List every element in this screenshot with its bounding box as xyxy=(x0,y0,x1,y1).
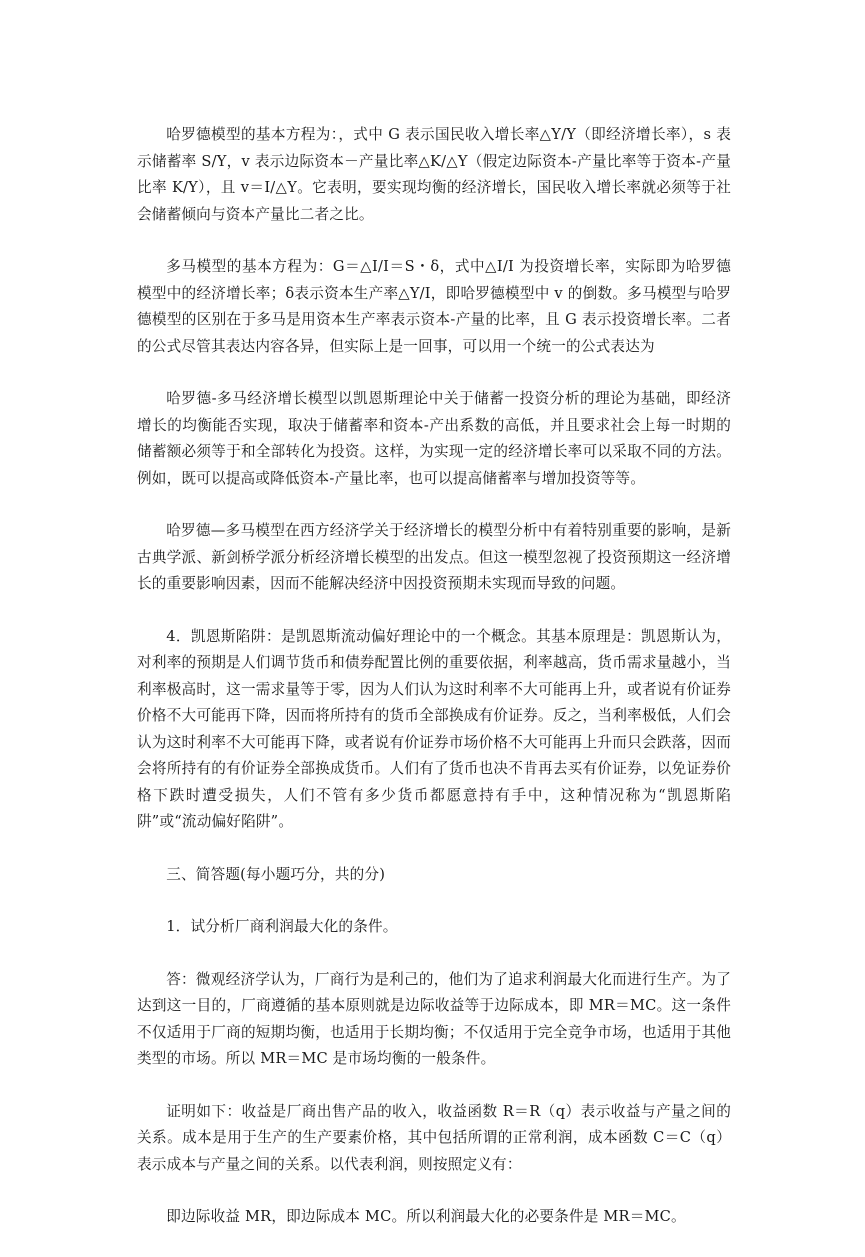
conclusion-paragraph: 即边际收益 MR，即边际成本 MC。所以利润最大化的必要条件是 MR＝MC。 xyxy=(166,1208,686,1225)
question-1: 1．试分析厂商利润最大化的条件。 xyxy=(166,918,398,935)
paragraph-harrod-domar-influence: 哈罗德—多马模型在西方经济学关于经济增长的模型分析中有着特别重要的影响，是新古典学派、新剑桥学派分析经济增长模型的出发点。但这一模型忽视了投资预期这一经济增长的重要影响因素，因而不能解决经济中因投资预期未实现而导致的问题。 xyxy=(137,522,731,592)
paragraph-keynes-trap: 4．凯恩斯陷阱：是凯恩斯流动偏好理论中的一个概念。其基本原理是：凯恩斯认为，对利率的预期是人们调节货币和债券配置比例的重要依据，利率越高，货币需求量越小，当利率极高时，这一需求量等于零，因为人们认为这时利率不大可能再上升，或者说有价证券价格不大可能再下降，因而将所持有的货币全部换成有价证券。反之，当利率极低，人们会认为这时利率不大可能再下降，或者说有价证券市场价格不大可能再上升而只会跌落，因而会将所持有的有价证券全部换成货币。人们有了货币也决不肯再去买有价证券，以免证券价格下跌时遭受损失，人们不管有多少货币都愿意持有手中，这种情况称为“凯恩斯陷阱”或“流动偏好陷阱”。 xyxy=(137,627,731,830)
paragraph-harrod-equation: 哈罗德模型的基本方程为：，式中 G 表示国民收入增长率△Y/Y（即经济增长率），s 表示储蓄率 S/Y，v 表示边际资本－产量比率△K/△Y（假定边际资本-产量比率等于资本-产量比率 K/Y），且 v＝I/△Y。它表明，要实现均衡的经济增长，国民收入增长率就必须等于社会储蓄倾向与资本产量比二者之比。 xyxy=(137,126,731,223)
proof-paragraph: 证明如下：收益是厂商出售产品的收入，收益函数 R＝R（q）表示收益与产量之间的关系。成本是用于生产的生产要素价格，其中包括所谓的正常利润，成本函数 C＝C（q）表示成本与产量之间的关系。以代表利润，则按照定义有： xyxy=(137,1102,731,1173)
answer-1: 答：微观经济学认为，厂商行为是利己的，他们为了追求利润最大化而进行生产。为了达到这一目的，厂商遵循的基本原则就是边际收益等于边际成本，即 MR＝MC。这一条件不仅适用于厂商的短期均衡，也适用于长期均衡；不仅适用于完全竞争市场，也适用于其他类型的市场。所以 MR＝MC 是市场均衡的一般条件。 xyxy=(137,970,731,1067)
document-body xyxy=(137,122,731,1257)
paragraph-domar-equation: 多马模型的基本方程为：G＝△I/I＝S・δ，式中△I/I 为投资增长率，实际即为哈罗德模型中的经济增长率；δ表示资本生产率△Y/I，即哈罗德模型中 v 的倒数。多马模型与哈罗德模型的区别在于多马是用资本生产率表示资本-产量的比率，且 G 表示投资增长率。二者的公式尽管其表达内容各异，但实际上是一回事，可以用一个统一的公式表达为 xyxy=(137,258,731,355)
section-heading-short-answer: 三、简答题(每小题巧分，共的分) xyxy=(166,865,386,883)
paragraph-harrod-domar-basis: 哈罗德-多马经济增长模型以凯恩斯理论中关于储蓄一投资分析的理论为基础，即经济增长的均衡能否实现，取决于储蓄率和资本-产出系数的高低，并且要求社会上每一时期的储蓄额必须等于和全部转化为投资。这样，为实现一定的经济增长率可以采取不同的方法。例如，既可以提高或降低资本-产量比率，也可以提高储蓄率与增加投资等等。 xyxy=(137,390,731,487)
